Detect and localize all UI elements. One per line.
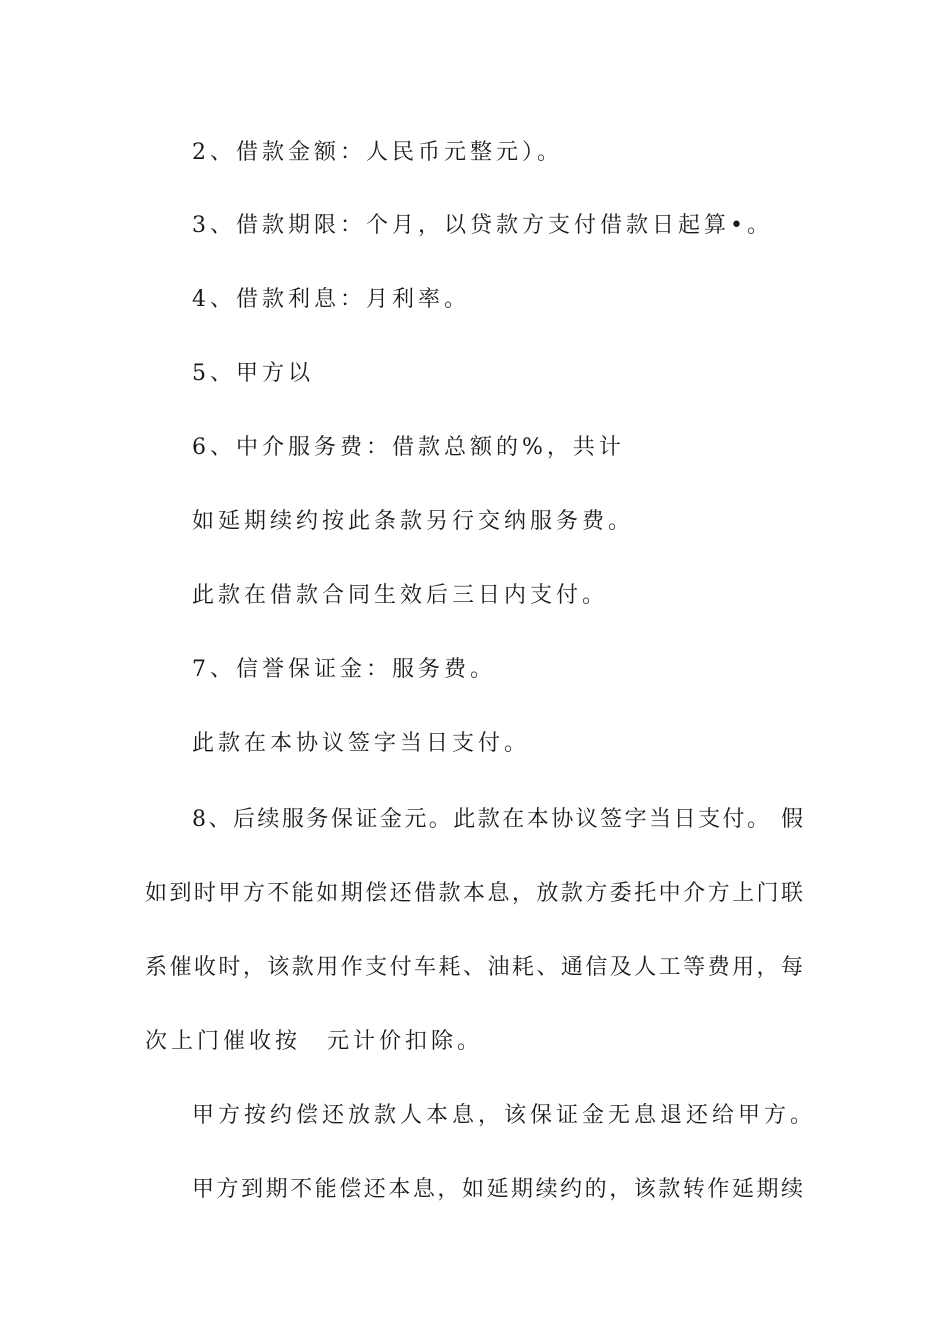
clause-6-service-fee: 6、中介服务费：借款总额的%，共计 — [192, 435, 625, 460]
clause-8-line-2: 如到时甲方不能如期偿还借款本息，放款方委托中介方上门联 — [145, 881, 805, 906]
clause-8-line-4-part-2: 元计价扣除。 — [327, 1029, 484, 1054]
clause-8-line-3: 系催收时，该款用作支付车耗、油耗、通信及人工等费用，每 — [145, 955, 805, 980]
clause-8-followup-deposit: 8、后续服务保证金元。此款在本协议签字当日支付。 假 — [192, 807, 805, 832]
clause-5-party-a: 5、甲方以 — [192, 361, 314, 386]
paragraph-sign-day-payment: 此款在本协议签字当日支付。 — [192, 731, 531, 756]
clause-4-loan-interest: 4、借款利息：月利率。 — [192, 287, 470, 312]
paragraph-deposit-conversion: 甲方到期不能偿还本息，如延期续约的，该款转作延期续 — [192, 1177, 805, 1202]
clause-8-line-4-part-1: 次上门催收按 — [145, 1029, 302, 1054]
clause-7-credit-deposit: 7、信誉保证金：服务费。 — [192, 657, 496, 682]
clause-2-loan-amount: 2、借款金额：人民币元整元）。 — [192, 140, 563, 165]
clause-8-line-4 — [145, 1027, 483, 1057]
paragraph-deposit-refund: 甲方按约偿还放款人本息，该保证金无息退还给甲方。 — [192, 1103, 817, 1128]
paragraph-payment-timing: 此款在借款合同生效后三日内支付。 — [192, 583, 609, 608]
clause-3-loan-term: 3、借款期限：个月，以贷款方支付借款日起算•。 — [192, 213, 773, 238]
paragraph-extension-fee: 如延期续约按此条款另行交纳服务费。 — [192, 509, 635, 534]
